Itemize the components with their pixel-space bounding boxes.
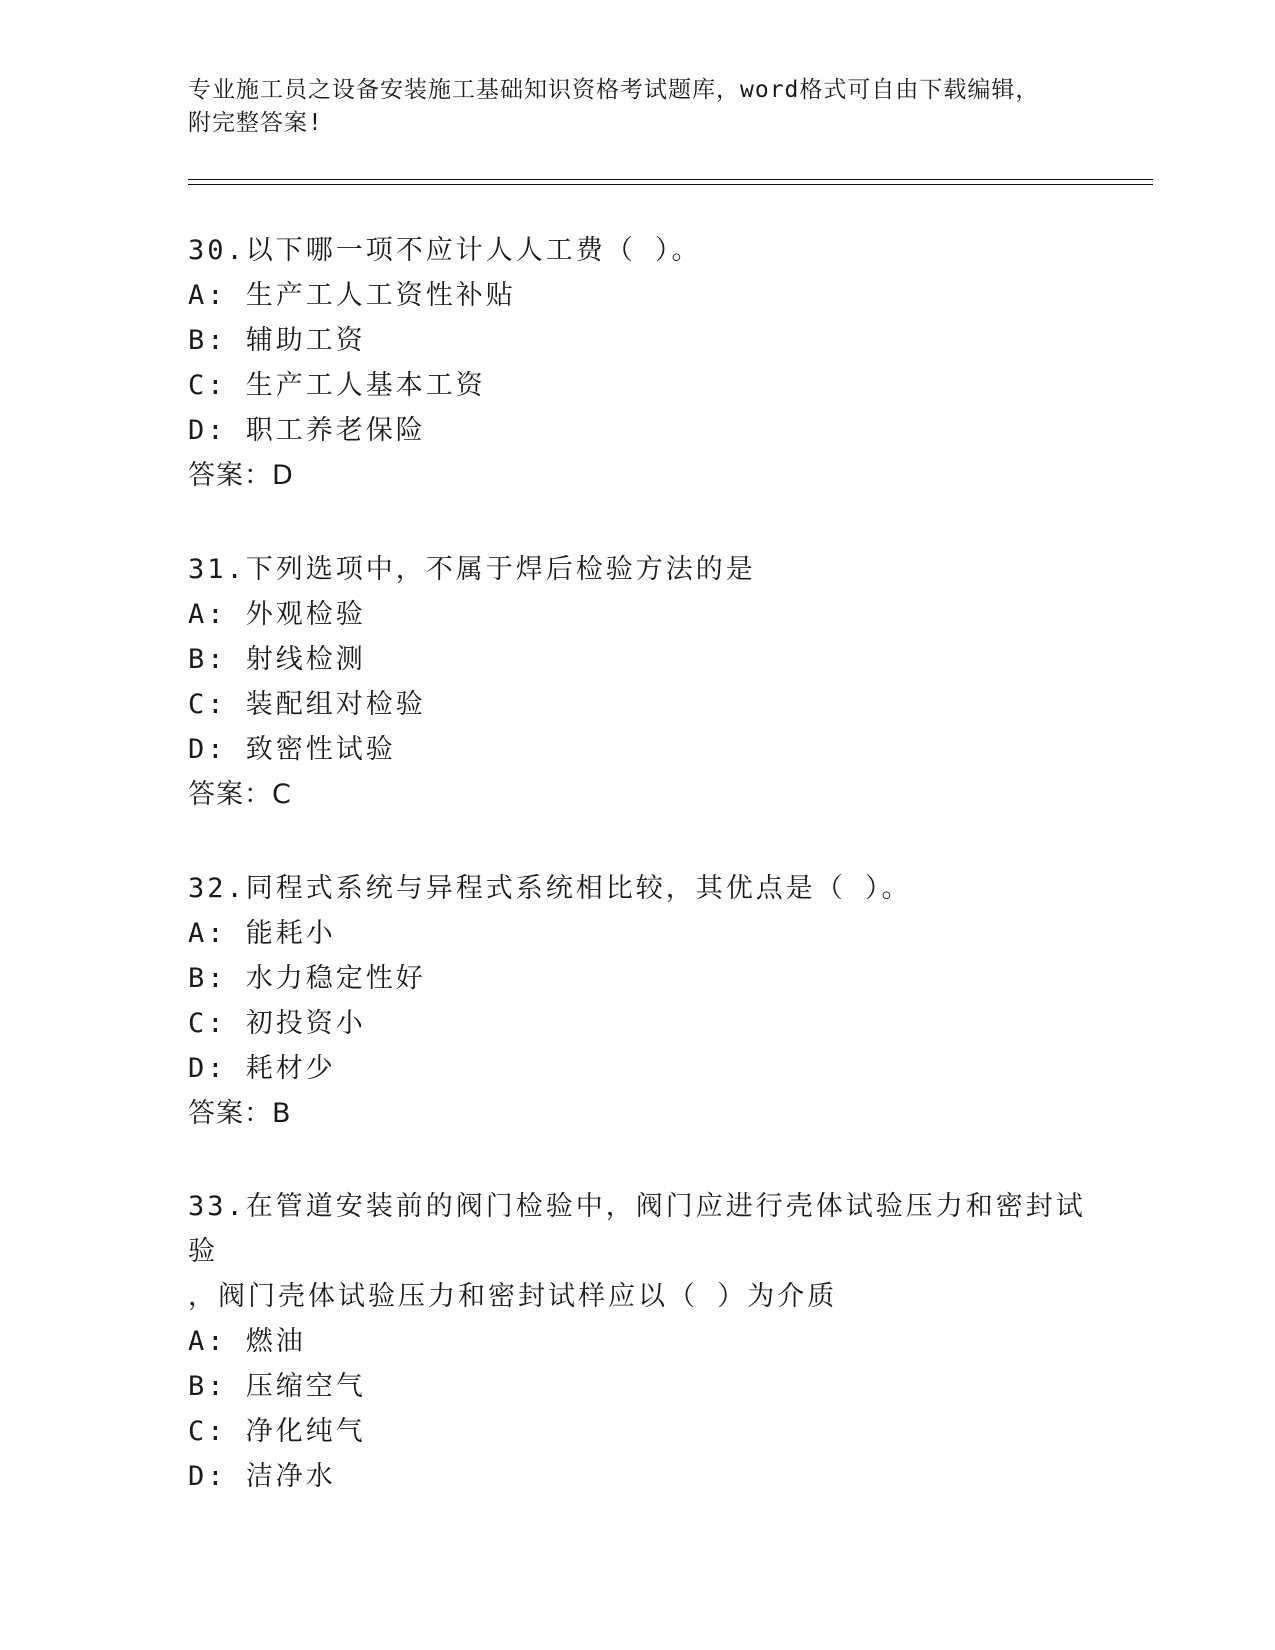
answer: 答案：B [188,1098,292,1129]
option-a: A: 能耗小 [188,918,336,949]
option-c: C: 净化纯气 [188,1416,366,1447]
question-text-line-2: ，阀门壳体试验压力和密封试样应以（ ）为介质 [188,1281,838,1312]
question-text: 30.以下哪一项不应计人人工费（ ）。 [188,235,702,266]
question-32 [188,866,1108,1136]
document-header [188,74,1088,140]
option-a: A: 外观检验 [188,599,366,630]
header-line-2: 附完整答案! [188,110,323,136]
option-c: C: 生产工人基本工资 [188,370,486,401]
option-b: B: 压缩空气 [188,1371,366,1402]
option-d: D: 耗材少 [188,1053,336,1084]
answer: 答案：C [188,779,292,810]
option-b: B: 辅助工资 [188,325,366,356]
option-c: C: 装配组对检验 [188,689,426,720]
option-d: D: 洁净水 [188,1461,336,1492]
header-line-1: 专业施工员之设备安装施工基础知识资格考试题库，word格式可自由下载编辑， [188,77,1040,103]
option-a: A: 生产工人工资性补贴 [188,280,516,311]
question-33 [188,1184,1108,1499]
question-text: 31.下列选项中，不属于焊后检验方法的是 [188,554,756,585]
option-a: A: 燃油 [188,1326,306,1357]
answer: 答案：D [188,460,294,491]
option-d: D: 致密性试验 [188,734,396,765]
option-d: D: 职工养老保险 [188,415,426,446]
option-b: B: 水力稳定性好 [188,963,426,994]
header-rule-top [188,179,1153,180]
question-31 [188,547,1108,817]
option-c: C: 初投资小 [188,1008,366,1039]
option-b: B: 射线检测 [188,644,366,675]
header-rule-bottom [188,184,1153,185]
question-text: 32.同程式系统与异程式系统相比较，其优点是（ ）。 [188,873,912,904]
question-text-line-1: 33.在管道安装前的阀门检验中，阀门应进行壳体试验压力和密封试验 [188,1191,1086,1267]
question-30 [188,228,1108,498]
